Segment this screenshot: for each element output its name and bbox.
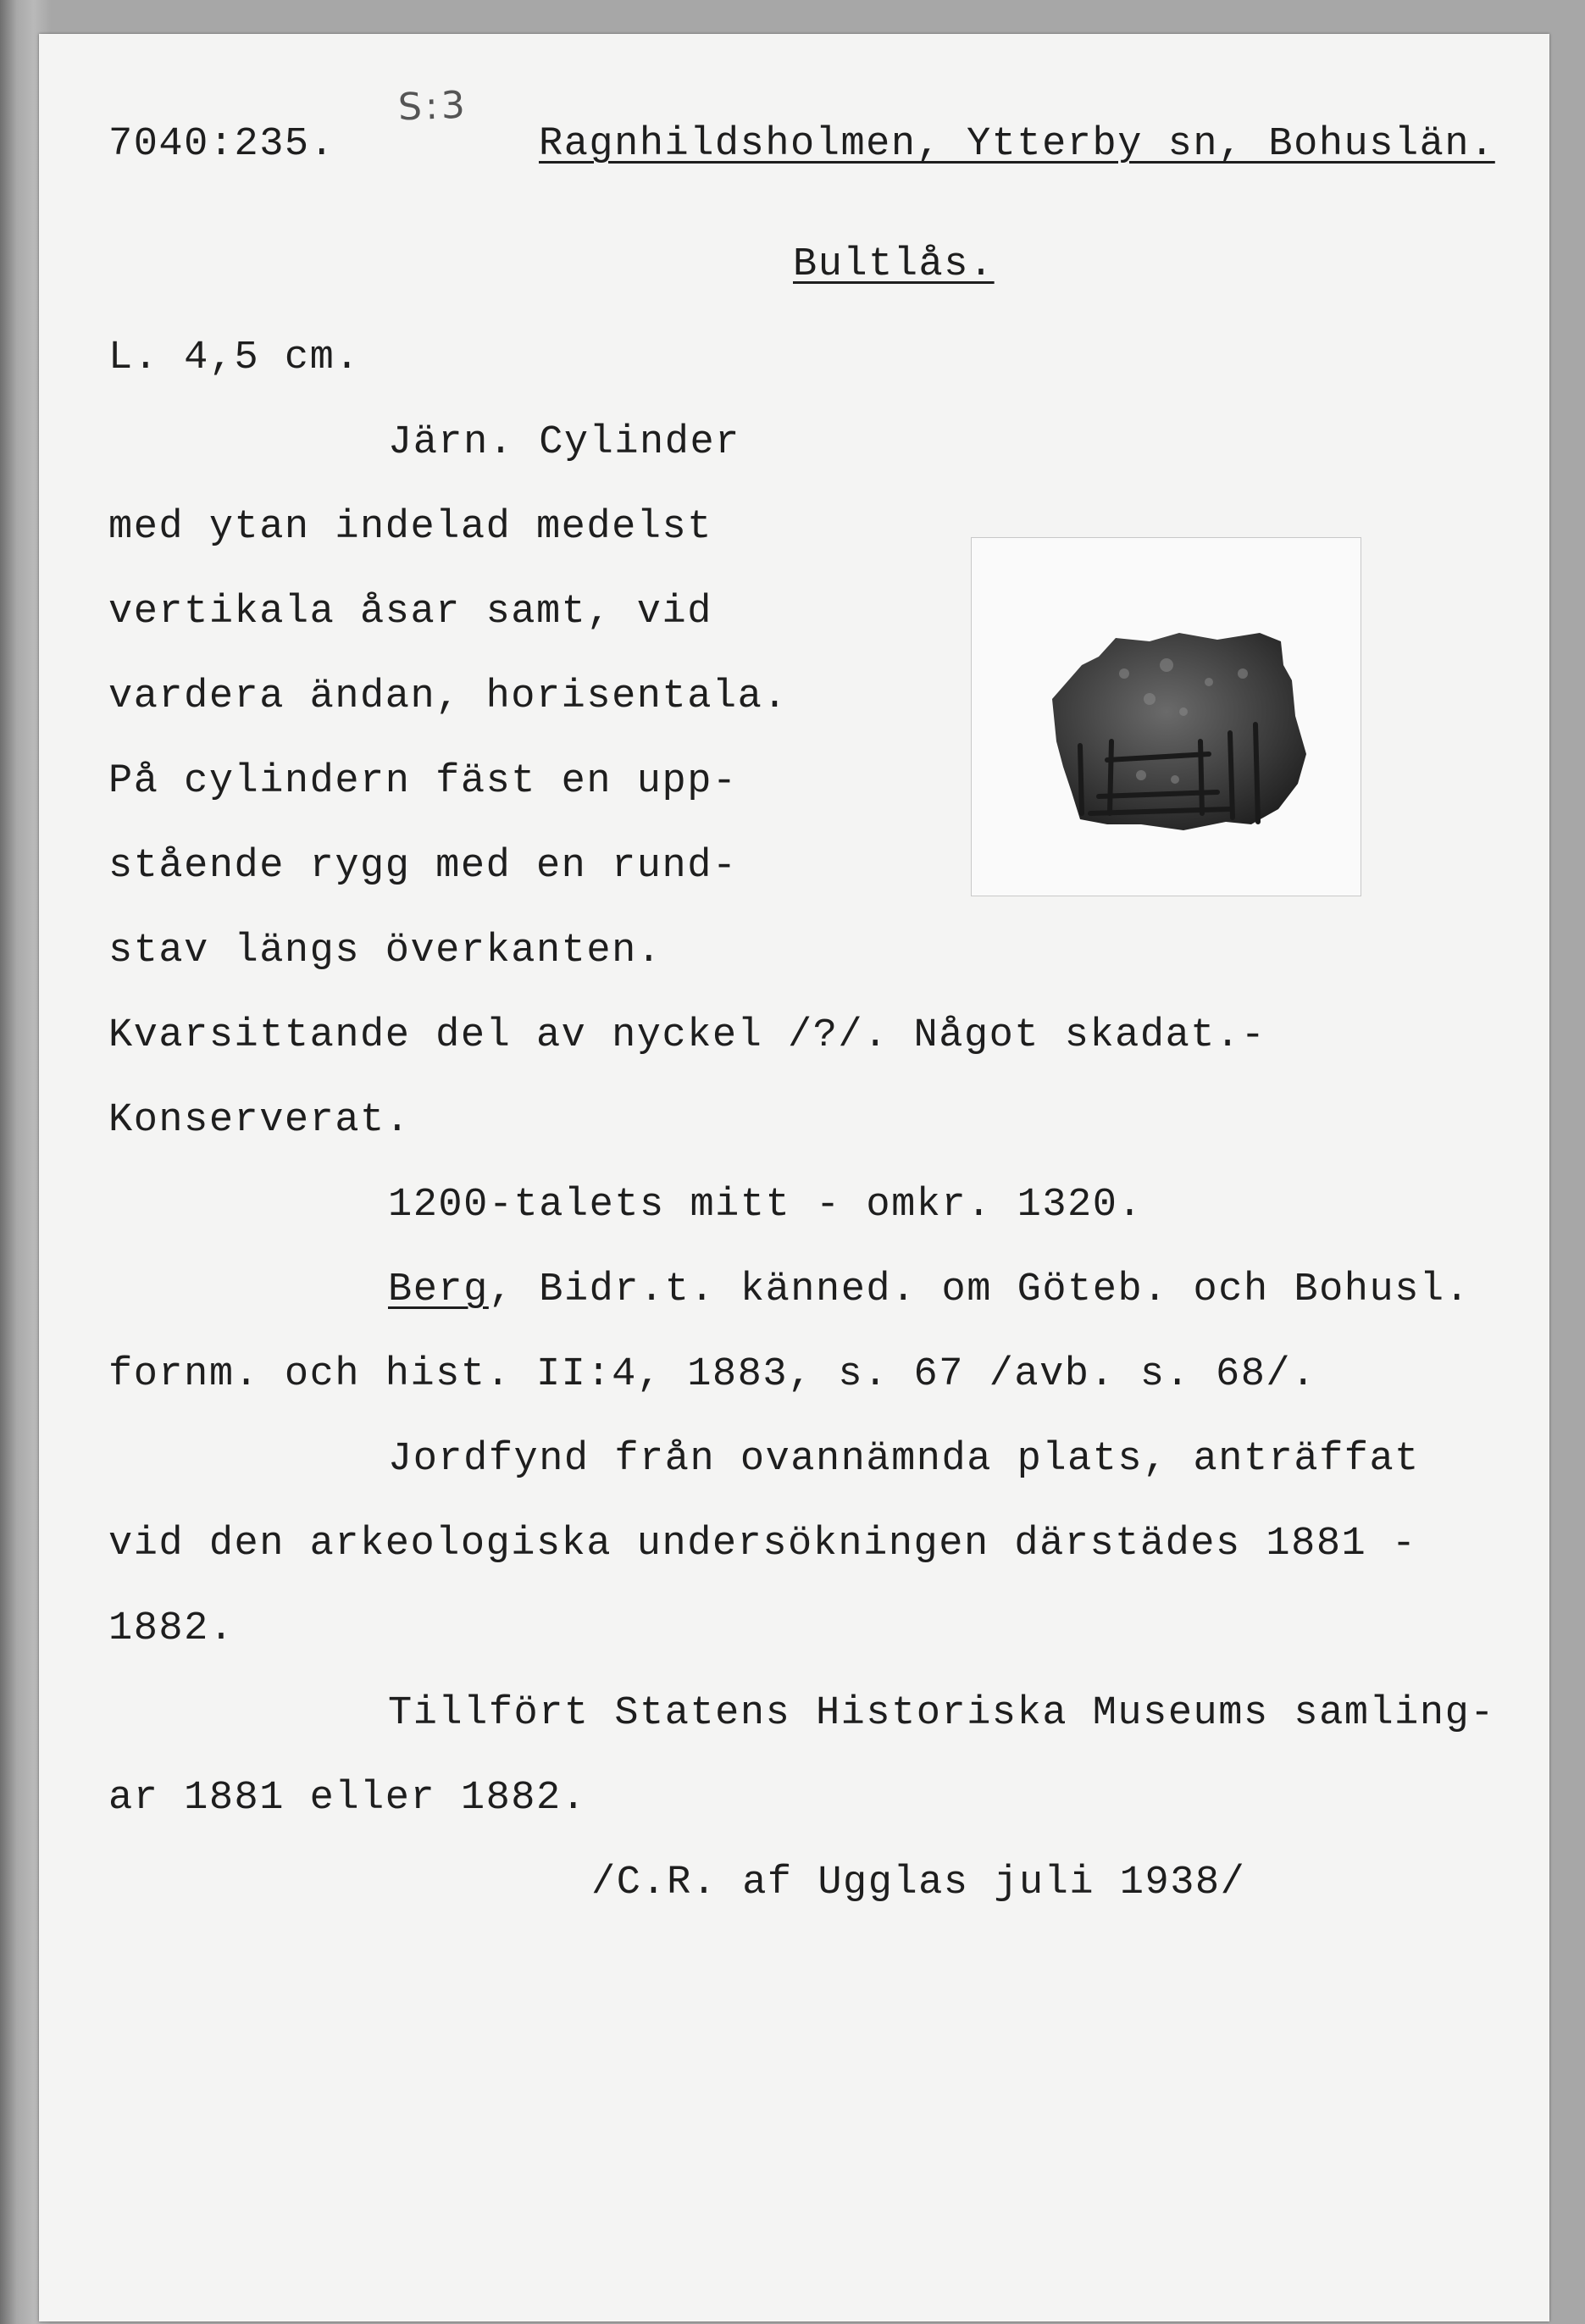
location: Ragnhildsholmen, Ytterby sn, Bohuslän.	[539, 122, 1495, 167]
handwritten-note: S:3	[397, 83, 469, 130]
find-line: 1882.	[108, 1606, 235, 1651]
description-line: Konserverat.	[108, 1098, 411, 1143]
reference-title: , Bidr.t. känned. om Göteb. och Bohusl.	[488, 1267, 1471, 1312]
acquisition-line: ar 1881 eller 1882.	[108, 1776, 587, 1821]
signature: /C.R. af Ugglas juli 1938/	[591, 1861, 1246, 1905]
description-line: Kvarsittande del av nyckel /?/. Något skadat.-	[108, 1013, 1266, 1058]
description-line: vardera ändan, horisentala.	[108, 674, 789, 719]
description-line: vertikala åsar samt, vid	[108, 590, 712, 635]
find-line: vid den arkeologiska undersökningen därstädes 1881 -	[108, 1522, 1417, 1567]
dating: 1200-talets mitt - omkr. 1320.	[388, 1183, 1144, 1228]
object-photo	[971, 537, 1361, 896]
bolt-lock-image	[972, 538, 1361, 896]
reference-line: fornm. och hist. II:4, 1883, s. 67 /avb. s. 68/.	[108, 1352, 1316, 1397]
lock-body	[1052, 633, 1306, 830]
description-line: stående rygg med en rund-	[108, 844, 738, 889]
description-line: stav längs överkanten.	[108, 929, 662, 973]
dimension: L. 4,5 cm.	[108, 336, 361, 380]
reference-line	[388, 1267, 1470, 1314]
reference-author: Berg	[388, 1267, 489, 1312]
description-line: På cylindern fäst en upp-	[108, 759, 738, 804]
object-name: Bultlås.	[793, 242, 995, 287]
catalogue-number: 7040:235.	[108, 122, 335, 167]
description-line: med ytan indelad medelst	[108, 505, 712, 550]
find-line: Jordfynd från ovannämnda plats, anträffat	[388, 1437, 1420, 1482]
acquisition-line: Tillfört Statens Historiska Museums samling-	[388, 1691, 1496, 1736]
catalogue-card	[39, 34, 1549, 2321]
description-line: Järn. Cylinder	[388, 420, 740, 465]
